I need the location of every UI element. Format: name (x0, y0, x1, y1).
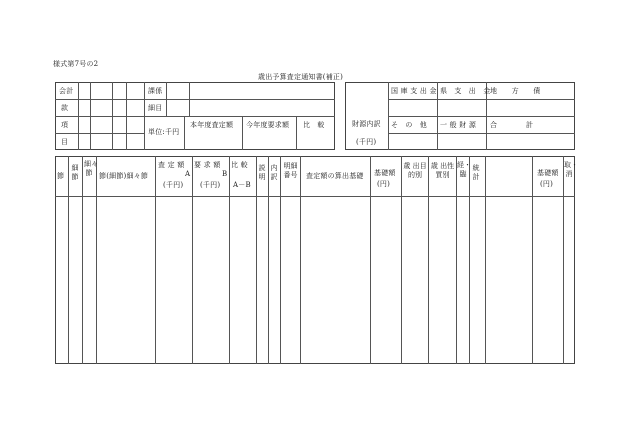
col-this-year-assessed: 本年度査定額 (190, 121, 234, 129)
prefecture-label: 県 支 出 金 (440, 87, 491, 95)
source-unit: (千円) (356, 138, 377, 146)
grid-col-line (485, 156, 486, 364)
tl-col-line (78, 82, 79, 150)
total-label: 合 計 (490, 121, 534, 129)
col-basis: 査定額の算出基礎 (306, 172, 364, 180)
col-explain: 説明 (258, 164, 266, 181)
row-label-moku: 目 (61, 138, 69, 146)
grid-col-line (428, 156, 429, 364)
grid-col-line (268, 156, 269, 364)
grid-col-line (401, 156, 402, 364)
general-revenue-label: 一 般 財 源 (440, 121, 477, 129)
tl-col-line (189, 82, 190, 116)
form-title: 歳出予算査定通知書(補正) (258, 73, 344, 81)
section-label: 細目 (148, 104, 163, 112)
col-setsu: 節 (57, 172, 65, 180)
tl-row-line (55, 116, 335, 117)
col-base-amount2: 基礎額 (537, 169, 559, 177)
tr-row-line (388, 116, 575, 117)
row-label-kou: 項 (61, 121, 69, 129)
grid-col-line (82, 156, 83, 364)
col-requested-b: B (222, 170, 228, 178)
row-label-kan: 款 (61, 104, 69, 112)
tl-col-line (90, 82, 91, 150)
grid-col-line (96, 156, 97, 364)
grid-col-line (280, 156, 281, 364)
tl-row-line (55, 133, 144, 134)
col-assessed: 査 定 額 (158, 161, 185, 169)
tl-col-line (184, 116, 185, 150)
col-detail: 内訳 (270, 164, 278, 181)
grid-col-line (532, 156, 533, 364)
row-label-account: 会計 (59, 87, 74, 95)
col-compare: 比 較 (231, 161, 248, 169)
grid-col-line (229, 156, 230, 364)
col-detail-no: 明細番号 (283, 162, 298, 179)
col-base-unit: (円) (377, 180, 391, 188)
tl-col-line (166, 82, 167, 116)
main-grid (55, 156, 578, 364)
unit-label: 単位:千円 (148, 128, 180, 136)
grid-col-line (563, 156, 564, 364)
tr-row-line (388, 99, 575, 100)
col-saisetsu: 細節 (71, 164, 79, 181)
tl-col-line (112, 82, 113, 150)
col-cancel: 取・消 (564, 161, 578, 178)
col-saisaisetsu: 細々節 (84, 160, 98, 177)
col-base-unit2: (円) (540, 180, 554, 188)
tl-row-line (55, 99, 335, 100)
col-base-amount: 基礎額 (374, 169, 396, 177)
col-expense-purpose: 歳 出目的別 (403, 162, 427, 179)
grid-col-line (68, 156, 69, 364)
col-temp: 経・臨 (457, 161, 471, 178)
tl-col-line (126, 82, 127, 150)
col-assessed-unit: (千円) (163, 181, 184, 189)
col-stats: 統計 (472, 164, 480, 181)
col-comparison: 比 較 (303, 121, 325, 129)
grid-col-line (192, 156, 193, 364)
col-requested-unit: (千円) (200, 181, 221, 189)
bureau-label: 課係 (148, 87, 163, 95)
grid-col-line (469, 156, 470, 364)
tr-row-line (388, 133, 575, 134)
source-label: 財源内訳 (352, 120, 381, 128)
other-label: そ の 他 (391, 121, 427, 129)
grid-col-line (155, 156, 156, 364)
grid-header-line (55, 196, 575, 197)
grid-col-line (456, 156, 457, 364)
col-setsu-name: 節(細節)細々節 (99, 172, 149, 180)
grid-col-line (300, 156, 301, 364)
local-bond-label: 地 方 債 (490, 87, 541, 95)
col-requested: 要 求 額 (194, 161, 221, 169)
tl-col-line (296, 116, 297, 150)
grid-col-line (256, 156, 257, 364)
national-treasury-label: 国 庫 支 出 金 (391, 87, 437, 95)
col-assessed-a: A (185, 170, 191, 178)
col-compare-ab: A－B (233, 181, 251, 189)
tl-col-line (144, 82, 145, 150)
col-expense-nature: 歳 出性質別 (430, 162, 455, 179)
form-number: 様式第7号の2 (53, 60, 99, 68)
col-this-year-requested: 今年度要求額 (246, 121, 290, 129)
grid-col-line (370, 156, 371, 364)
tl-col-line (242, 116, 243, 150)
